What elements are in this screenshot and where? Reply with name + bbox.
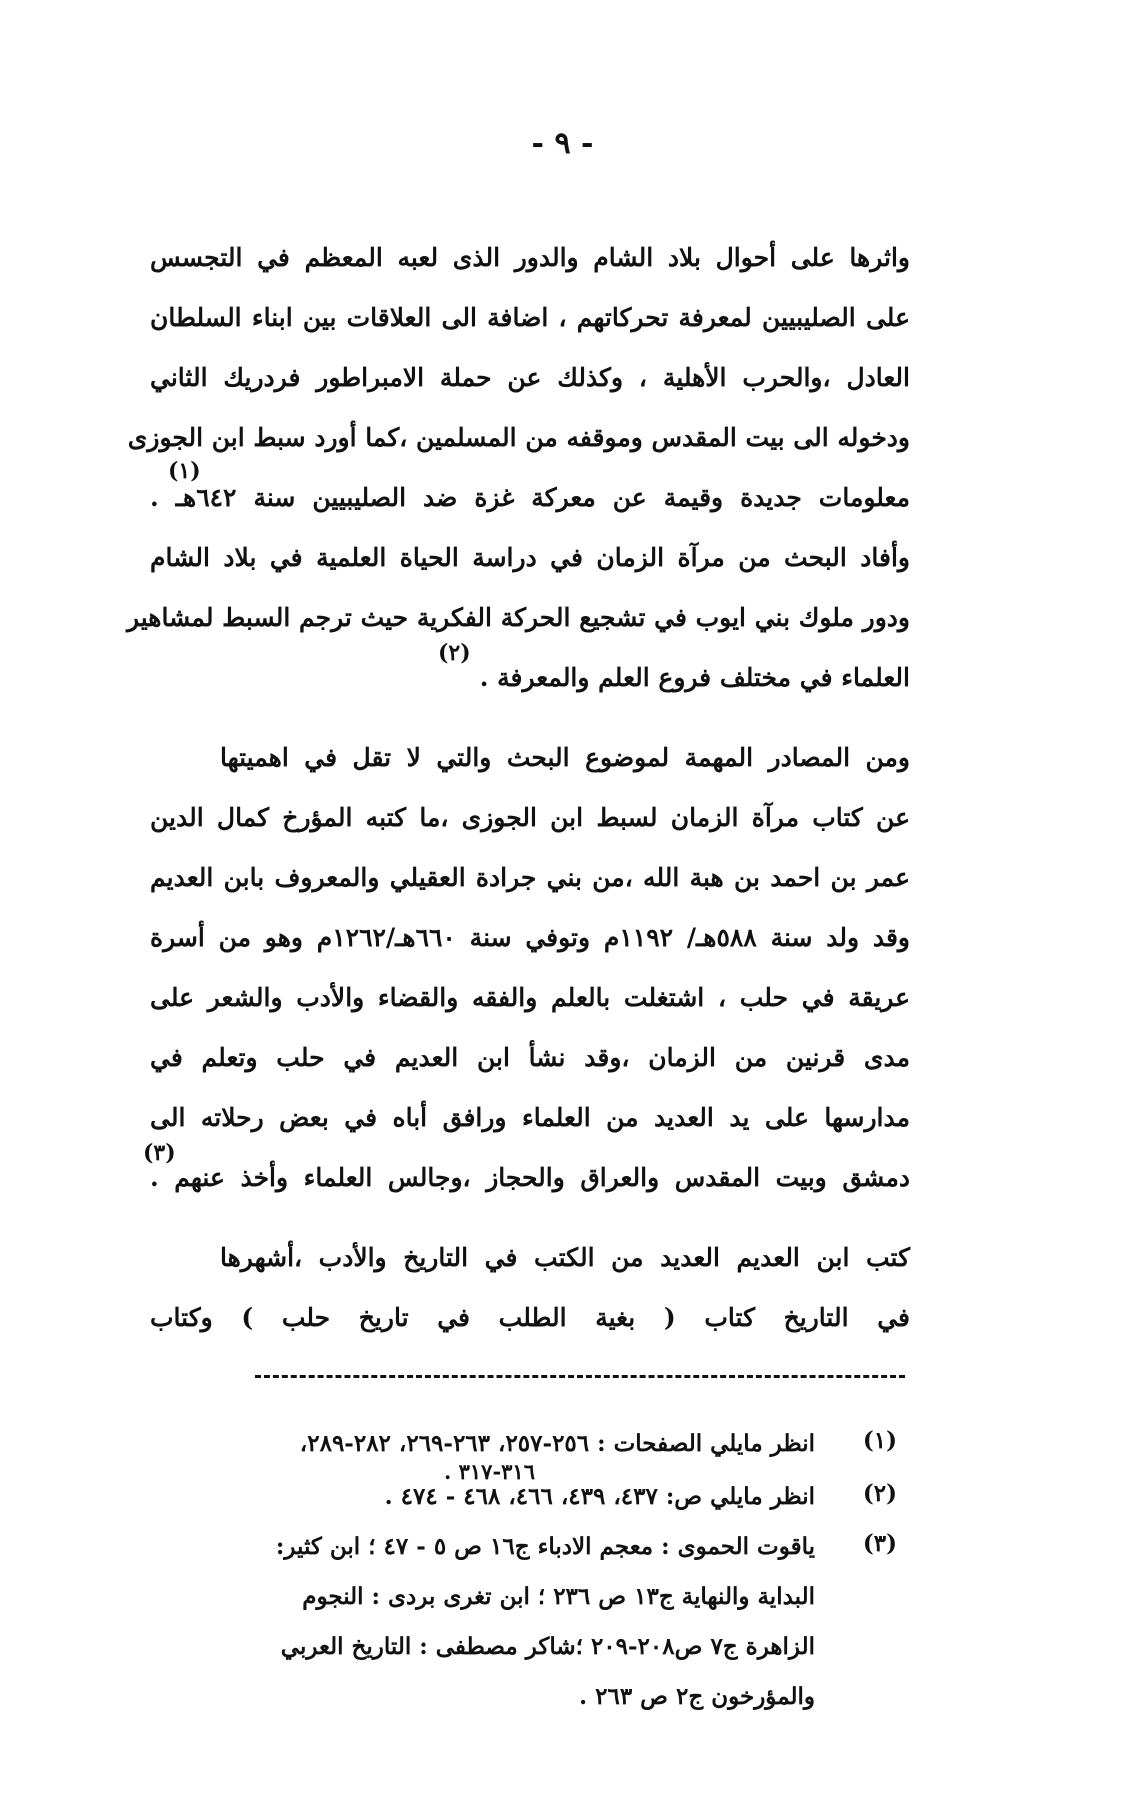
footnote-3-line-3: الزاهرة ج٧ ص٢٠٨-٢٠٩ ؛شاكر مصطفى : التاريخ العربي: [280, 1633, 815, 1660]
paragraph-2-line-7: مدارسها على يد العديد من العلماء ورافق أباه في بعض رحلاته الى: [150, 1103, 910, 1132]
paragraph-1-line-4: ودخوله الى بيت المقدس وموقفه من المسلمين ،كما أورد سبط ابن الجوزى: [127, 423, 910, 452]
paragraph-1-line-1: واثرها على أحوال بلاد الشام والدور الذى لعبه المعظم في التجسس: [150, 243, 910, 272]
paragraph-1-line-5: معلومات جديدة وقيمة عن معركة غزة ضد الصليبيين سنة ٦٤٢هـ .: [150, 483, 910, 512]
footnote-1-line-1: انظر مايلي الصفحات : ٢٥٦-٢٥٧، ٢٦٣-٢٦٩، ٢٨٢-٢٨٩،: [299, 1430, 815, 1457]
paragraph-1-line-8: العلماء في مختلف فروع العلم والمعرفة .: [479, 663, 910, 692]
paragraph-2-line-2: عن كتاب مرآة الزمان لسبط ابن الجوزى ،ما كتبه المؤرخ كمال الدين: [150, 803, 910, 832]
footnote-3-number: (٣): [862, 1530, 897, 1557]
paragraph-2-line-8: دمشق وبيت المقدس والعراق والحجاز ،وجالس العلماء وأخذ عنهم .: [150, 1163, 910, 1192]
paragraph-2-line-4: وقد ولد سنة ٥٨٨هـ/ ١١٩٢م وتوفي سنة ٦٦٠هـ/١٢٦٢م وهو من أسرة: [150, 923, 911, 952]
footnote-3-line-1: ياقوت الحموى : معجم الادباء ج١٦ ص ٥ - ٤٧ ؛ ابن كثير:: [275, 1533, 815, 1560]
footnote-2-line-1: انظر مايلي ص: ٤٣٧، ٤٣٩، ٤٦٦، ٤٦٨ - ٤٧٤ .: [384, 1483, 815, 1510]
paragraph-2-line-3: عمر بن احمد بن هبة الله ،من بني جرادة العقيلي والمعروف بابن العديم: [150, 863, 910, 892]
footnote-separator: [255, 1375, 905, 1378]
paragraph-3-line-2: في التاريخ كتاب ( بغية الطلب في تاريخ حلب ) وكتاب: [150, 1303, 910, 1332]
footnote-marker-3: (٣): [143, 1140, 176, 1166]
paragraph-2-line-5: عريقة في حلب ، اشتغلت بالعلم والفقه والقضاء والأدب والشعر على: [150, 983, 910, 1012]
paragraph-2-line-6: مدى قرنين من الزمان ،وقد نشأ ابن العديم في حلب وتعلم في: [150, 1043, 910, 1072]
paragraph-2-line-1: ومن المصادر المهمة لموضوع البحث والتي لا تقل في اهميتها: [220, 743, 910, 772]
footnote-marker-1: (١): [168, 458, 201, 484]
page-number: - ٩ -: [531, 126, 594, 161]
footnote-2-number: (٢): [862, 1480, 897, 1507]
paragraph-1-line-6: وأفاد البحث من مرآة الزمان في دراسة الحياة العلمية في بلاد الشام: [150, 543, 910, 572]
paragraph-1-line-2: على الصليبيين لمعرفة تحركاتهم ، اضافة الى العلاقات بين ابناء السلطان: [150, 303, 910, 332]
footnote-marker-2: (٢): [438, 640, 471, 666]
footnote-3-line-4: والمؤرخون ج٢ ص ٢٦٣ .: [579, 1683, 815, 1710]
paragraph-1-line-3: العادل ،والحرب الأهلية ، وكذلك عن حملة الامبراطور فردريك الثاني: [150, 363, 910, 392]
paragraph-3-line-1: كتب ابن العديم العديد من الكتب في التاريخ والأدب ،أشهرها: [220, 1243, 910, 1272]
footnote-1-line-2: ٣١٦-٣١٧ .: [443, 1459, 535, 1484]
footnote-1-number: (١): [862, 1427, 897, 1454]
footnote-3-line-2: البداية والنهاية ج١٣ ص ٢٣٦ ؛ ابن تغرى بردى : النجوم: [302, 1583, 815, 1610]
paragraph-1-line-7: ودور ملوك بني ايوب في تشجيع الحركة الفكرية حيث ترجم السبط لمشاهير: [126, 603, 910, 632]
